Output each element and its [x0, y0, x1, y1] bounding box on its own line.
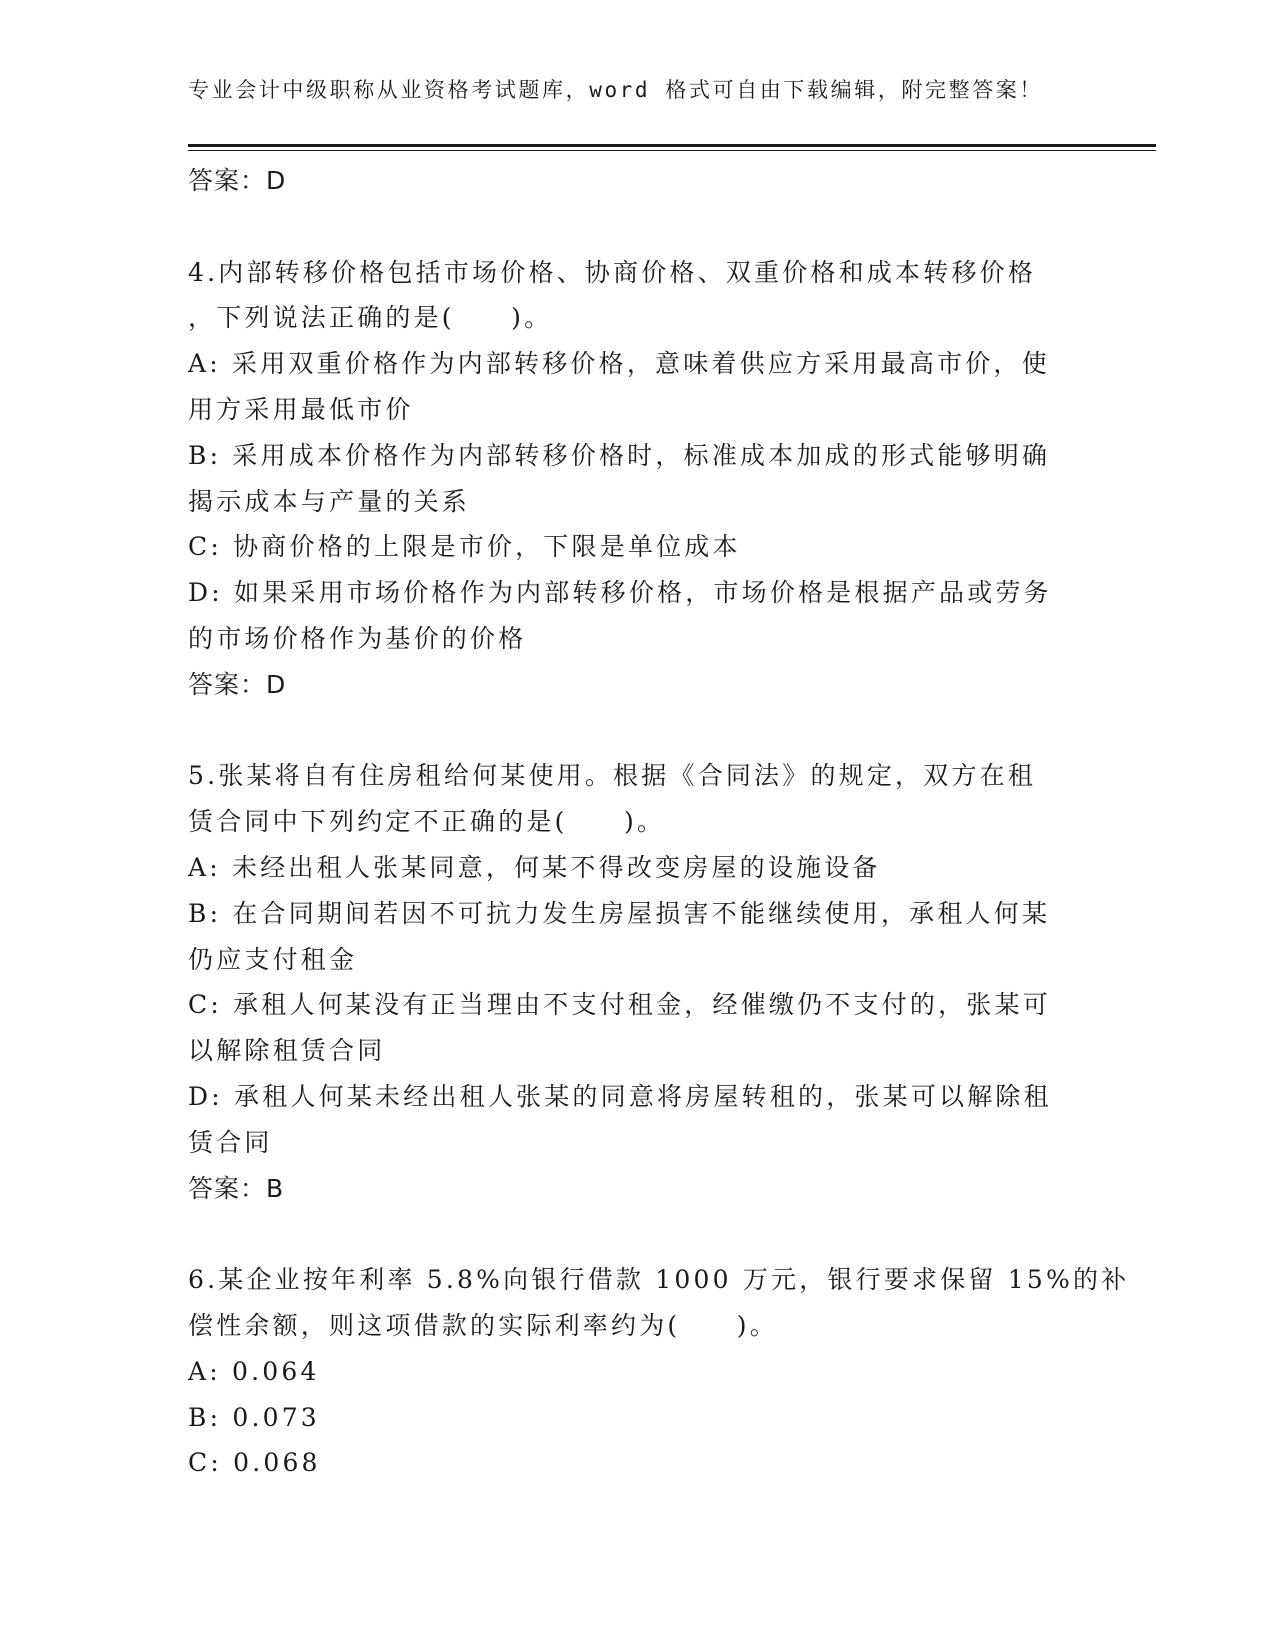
- option-d: 赁合同: [188, 1127, 273, 1157]
- option-b: 揭示成本与产量的关系: [188, 486, 471, 516]
- page-header: 专业会计中级职称从业资格考试题库，word 格式可自由下载编辑，附完整答案！: [188, 78, 1044, 102]
- option-b: B: 在合同期间若因不可抗力发生房屋损害不能继续使用，承租人何某: [188, 898, 1051, 928]
- header-divider: [188, 144, 1156, 147]
- option-a: A: 0.064: [188, 1356, 320, 1386]
- question-stem: ，下列说法正确的是( )。: [188, 303, 553, 333]
- question-list: [188, 158, 1130, 1486]
- option-d: D: 如果采用市场价格作为内部转移价格，市场价格是根据产品或劳务: [188, 578, 1052, 608]
- option-a: A: 采用双重价格作为内部转移价格，意味着供应方采用最高市价，使: [188, 349, 1050, 379]
- question-6: [188, 1257, 1130, 1486]
- option-c: 以解除租赁合同: [188, 1036, 386, 1066]
- question-stem: 5.张某将自有住房租给何某使用。根据《合同法》的规定，双方在租: [188, 761, 1037, 791]
- question-stem: 偿性余额，则这项借款的实际利率约为( )。: [188, 1310, 778, 1340]
- option-d: 的市场价格作为基价的价格: [188, 623, 527, 653]
- header-divider-thin: [188, 150, 1156, 151]
- question-stem: 6.某企业按年利率 5.8%向银行借款 1000 万元，银行要求保留 15%的补: [188, 1265, 1130, 1295]
- option-a: 用方采用最低市价: [188, 394, 414, 424]
- option-c: C: 协商价格的上限是市价，下限是单位成本: [188, 532, 741, 562]
- option-a: A: 未经出租人张某同意，何某不得改变房屋的设施设备: [188, 852, 881, 882]
- question-5: [188, 753, 1088, 1211]
- answer-line: 答案：B: [188, 1173, 285, 1203]
- option-c: C: 承租人何某没有正当理由不支付租金，经催缴仍不支付的，张某可: [188, 990, 1051, 1020]
- answer-line: 答案：D: [188, 669, 287, 699]
- option-c: C: 0.068: [188, 1448, 321, 1478]
- answer-line: 答案：D: [188, 166, 287, 195]
- question-stem: 赁合同中下列约定不正确的是( )。: [188, 807, 666, 837]
- option-b: B: 采用成本价格作为内部转移价格时，标准成本加成的形式能够明确: [188, 440, 1051, 470]
- question-stem: 4.内部转移价格包括市场价格、协商价格、双重价格和成本转移价格: [188, 257, 1037, 287]
- option-b: 仍应支付租金: [188, 944, 358, 974]
- option-b: B: 0.073: [188, 1402, 320, 1432]
- question-4: [188, 250, 1088, 708]
- option-d: D: 承租人何某未经出租人张某的同意将房屋转租的，张某可以解除租: [188, 1081, 1052, 1111]
